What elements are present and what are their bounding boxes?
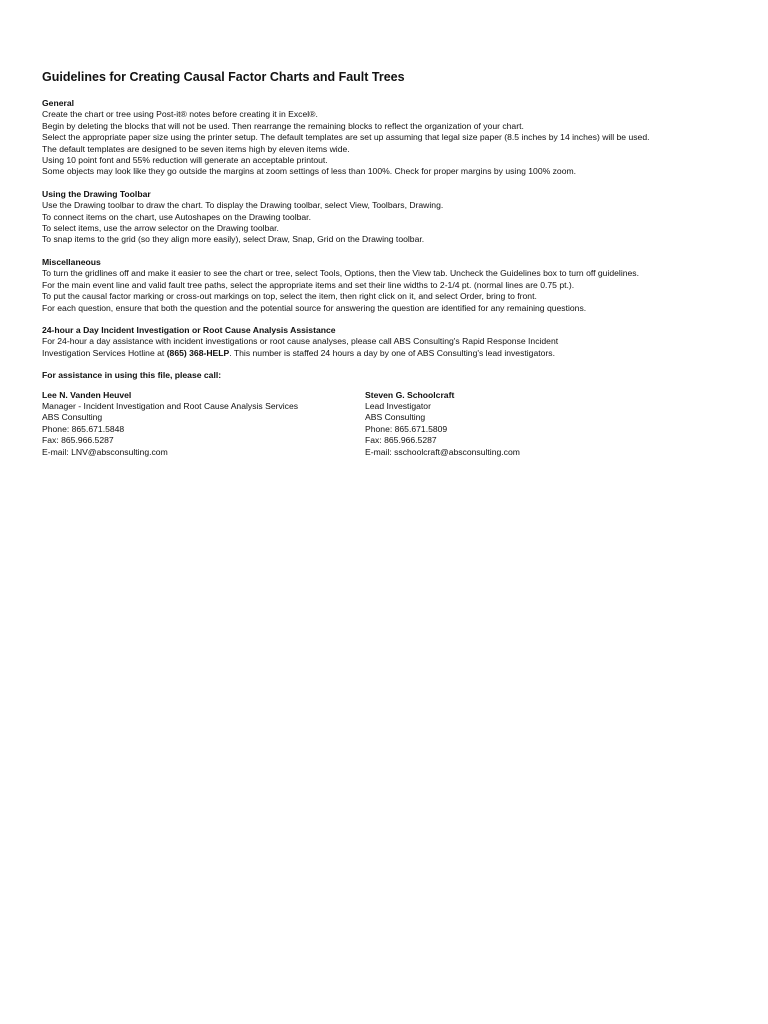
contact-phone: Phone: 865.671.5809 bbox=[365, 423, 448, 434]
assistance-24h-line-hotline bbox=[42, 348, 742, 359]
contact-fax: Fax: 865.966.5287 bbox=[42, 435, 114, 446]
miscellaneous-line: For the main event line and valid fault tree paths, select the appropriate items and set their line widths to 2-1/4 pt. (normal lines are 0.75 pt.). bbox=[42, 279, 575, 290]
drawing-toolbar-line: To select items, use the arrow selector on the Drawing toolbar. bbox=[42, 223, 279, 234]
miscellaneous-line: For each question, ensure that both the question and the potential source for answering the question are identified for any remaining questions. bbox=[42, 302, 587, 313]
document-page bbox=[42, 70, 742, 458]
miscellaneous-line: To turn the gridlines off and make it easier to see the chart or tree, select Tools, Options, then the View tab. Uncheck the Guidelines box to turn off guidelines. bbox=[42, 268, 639, 279]
section-general bbox=[42, 98, 742, 178]
section-heading-miscellaneous: Miscellaneous bbox=[42, 256, 101, 267]
contacts-block bbox=[42, 390, 742, 458]
section-heading-assistance-24h: 24-hour a Day Incident Investigation or Root Cause Analysis Assistance bbox=[42, 324, 336, 335]
contact-phone: Phone: 865.671.5848 bbox=[42, 423, 125, 434]
contact-name: Lee N. Vanden Heuvel bbox=[42, 389, 132, 400]
miscellaneous-line: To put the causal factor marking or cross-out markings on top, select the item, then right click on it, and select Order, bring to front. bbox=[42, 291, 537, 302]
section-drawing-toolbar bbox=[42, 189, 742, 246]
general-line: Select the appropriate paper size using the printer setup. The default templates are set up assuming that legal size paper (8.5 inches by 14 inches) will be used. bbox=[42, 132, 650, 143]
assistance-24h-line: For 24-hour a day assistance with incident investigations or root cause analyses, please call ABS Consulting's Rapid Response Incident bbox=[42, 336, 559, 347]
contact-company: ABS Consulting bbox=[365, 412, 426, 423]
general-line: The default templates are designed to be seven items high by eleven items wide. bbox=[42, 143, 350, 154]
contact-fax: Fax: 865.966.5287 bbox=[365, 435, 437, 446]
general-line: Some objects may look like they go outside the margins at zoom settings of less than 100%. Check for proper margins by using 100% zoom. bbox=[42, 166, 577, 177]
section-heading-general: General bbox=[42, 98, 75, 108]
drawing-toolbar-line: Use the Drawing toolbar to draw the chart. To display the Drawing toolbar, select View, Toolbars, Drawing. bbox=[42, 200, 444, 211]
section-miscellaneous bbox=[42, 257, 742, 314]
general-line: Using 10 point font and 55% reduction will generate an acceptable printout. bbox=[42, 155, 328, 166]
drawing-toolbar-line: To connect items on the chart, use Autoshapes on the Drawing toolbar. bbox=[42, 211, 311, 222]
contact-name: Steven G. Schoolcraft bbox=[365, 389, 455, 400]
section-heading-drawing-toolbar: Using the Drawing Toolbar bbox=[42, 188, 151, 199]
contact-title: Manager - Incident Investigation and Root Cause Analysis Services bbox=[42, 400, 299, 411]
hotline-number: (865) 368-HELP bbox=[166, 347, 230, 358]
contact-card bbox=[42, 390, 365, 458]
contact-email: E-mail: sschoolcraft@absconsulting.com bbox=[365, 446, 520, 457]
contact-company: ABS Consulting bbox=[42, 412, 103, 423]
general-line: Create the chart or tree using Post-it® notes before creating it in Excel®. bbox=[42, 109, 318, 120]
assistance-heading: For assistance in using this file, please call: bbox=[42, 370, 222, 381]
hotline-intro-text: Investigation Services Hotline at bbox=[42, 347, 167, 358]
document-title: Guidelines for Creating Causal Factor Charts and Fault Trees bbox=[42, 70, 405, 84]
contact-card bbox=[365, 390, 688, 458]
section-assistance-24h bbox=[42, 325, 742, 359]
drawing-toolbar-line: To snap items to the grid (so they align more easily), select Draw, Snap, Grid on the Drawing toolbar. bbox=[42, 234, 425, 245]
hotline-outro-text: . This number is staffed 24 hours a day by one of ABS Consulting's lead investigators. bbox=[229, 347, 555, 358]
general-line: Begin by deleting the blocks that will not be used. Then rearrange the remaining blocks to reflect the organization of your chart. bbox=[42, 120, 524, 131]
contact-email: E-mail: LNV@absconsulting.com bbox=[42, 446, 168, 457]
contact-title: Lead Investigator bbox=[365, 400, 431, 411]
